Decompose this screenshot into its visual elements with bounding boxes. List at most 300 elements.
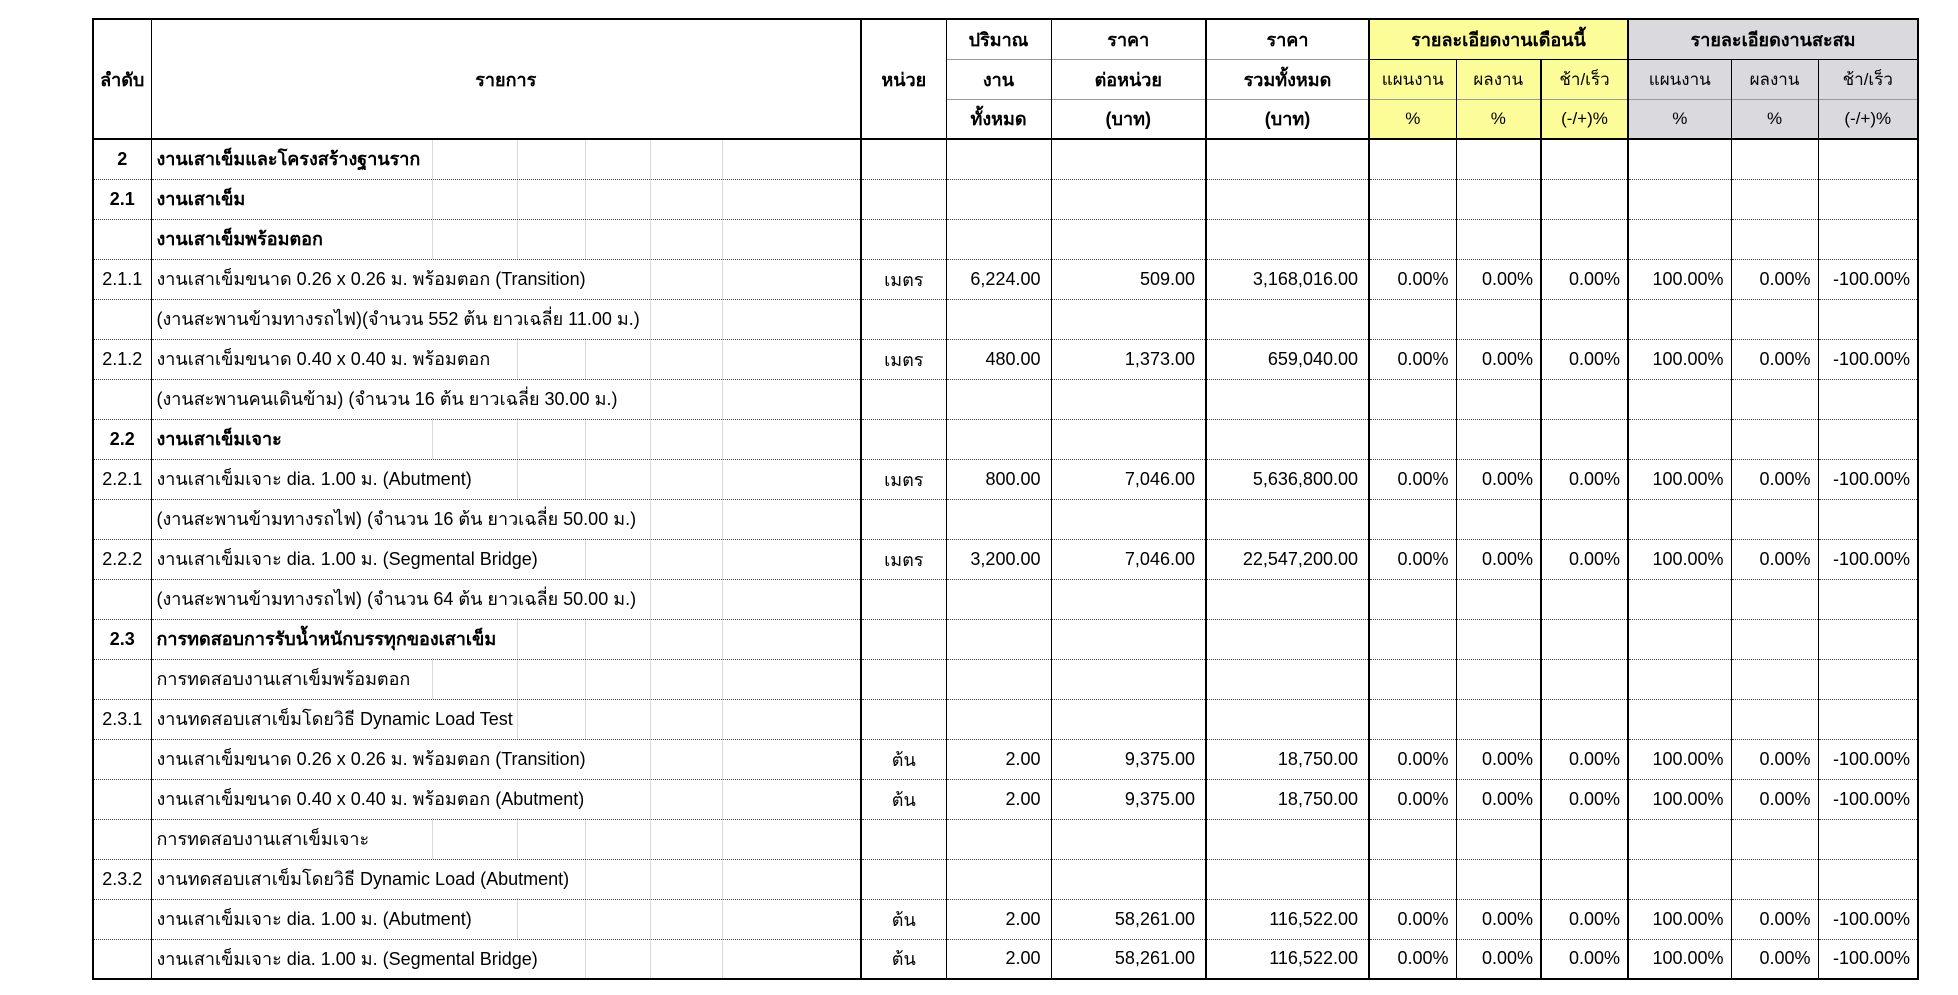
cell-month-actual: 0.00% (1456, 939, 1541, 979)
cell-description-text: งานเสาเข็มเจาะ dia. 1.00 ม. (Abutment) (157, 460, 475, 498)
cell-item-number: 2.3 (93, 619, 151, 659)
table-row (93, 939, 1918, 979)
boq-table (92, 18, 1919, 980)
cell-cumulative-diff: -100.00% (1818, 259, 1918, 299)
cell-quantity (946, 499, 1051, 539)
cell-month-plan (1369, 579, 1456, 619)
cell-unit-price: 58,261.00 (1051, 899, 1206, 939)
cell-description-text: งานเสาเข็มเจาะ (157, 420, 285, 458)
cell-item-number: 2.2 (93, 419, 151, 459)
cell-item-number (93, 739, 151, 779)
cell-month-plan (1369, 659, 1456, 699)
cell-cumulative-diff (1818, 659, 1918, 699)
cell-unit-price (1051, 499, 1206, 539)
cell-description-text: งานเสาเข็มขนาด 0.26 x 0.26 ม. พร้อมตอก (Transition) (157, 740, 589, 778)
cell-item-number (93, 379, 151, 419)
cell-cumulative-plan: 100.00% (1628, 899, 1731, 939)
cell-month-plan: 0.00% (1369, 899, 1456, 939)
cell-cumulative-plan (1628, 619, 1731, 659)
cell-item-number: 2.1.1 (93, 259, 151, 299)
cell-unit-price (1051, 619, 1206, 659)
cell-month-diff (1541, 659, 1628, 699)
cell-month-plan (1369, 299, 1456, 339)
cell-month-plan: 0.00% (1369, 739, 1456, 779)
cell-total-price (1206, 499, 1369, 539)
cell-unit-price: 1,373.00 (1051, 339, 1206, 379)
header-total-price-line1: ราคา (1206, 19, 1369, 59)
table-row (93, 779, 1918, 819)
cell-unit: ต้น (861, 939, 946, 979)
cell-total-price: 659,040.00 (1206, 339, 1369, 379)
cell-cumulative-diff (1818, 139, 1918, 179)
header-item: รายการ (151, 19, 861, 139)
cell-unit (861, 179, 946, 219)
cell-total-price (1206, 179, 1369, 219)
cell-month-diff (1541, 499, 1628, 539)
cell-total-price: 116,522.00 (1206, 939, 1369, 979)
header-cumulative-diff-pct: (-/+)% (1818, 99, 1918, 139)
cell-month-diff (1541, 619, 1628, 659)
cell-description (151, 179, 861, 219)
cell-unit-price: 7,046.00 (1051, 539, 1206, 579)
header-total-price-line2: รวมทั้งหมด (1206, 59, 1369, 99)
cell-description-text: งานเสาเข็มขนาด 0.40 x 0.40 ม. พร้อมตอก (Abutment) (157, 780, 588, 818)
cell-description-text: งานเสาเข็มและโครงสร้างฐานราก (157, 140, 424, 178)
cell-month-diff (1541, 699, 1628, 739)
cell-month-plan (1369, 219, 1456, 259)
cell-item-number (93, 819, 151, 859)
cell-item-number (93, 499, 151, 539)
cell-cumulative-diff (1818, 419, 1918, 459)
cell-cumulative-plan: 100.00% (1628, 339, 1731, 379)
cell-quantity (946, 579, 1051, 619)
header-cumulative-actual-pct: % (1731, 99, 1818, 139)
cell-cumulative-plan (1628, 419, 1731, 459)
cell-month-actual (1456, 619, 1541, 659)
cell-description (151, 939, 861, 979)
cell-month-actual (1456, 139, 1541, 179)
cell-month-plan (1369, 419, 1456, 459)
cell-item-number: 2.1 (93, 179, 151, 219)
header-quantity-line3: ทั้งหมด (946, 99, 1051, 139)
cell-month-diff (1541, 299, 1628, 339)
cell-cumulative-actual (1731, 859, 1818, 899)
cell-cumulative-plan: 100.00% (1628, 939, 1731, 979)
cell-cumulative-diff (1818, 819, 1918, 859)
cell-quantity (946, 139, 1051, 179)
cell-description (151, 659, 861, 699)
cell-description (151, 219, 861, 259)
cell-quantity (946, 419, 1051, 459)
cell-month-plan (1369, 179, 1456, 219)
cell-cumulative-plan: 100.00% (1628, 459, 1731, 499)
cell-description-text: (งานสะพานข้ามทางรถไฟ)(จำนวน 552 ต้น ยาวเฉลี่ย 11.00 ม.) (157, 300, 643, 338)
cell-month-diff: 0.00% (1541, 339, 1628, 379)
cell-unit: เมตร (861, 339, 946, 379)
cell-cumulative-actual (1731, 299, 1818, 339)
cell-cumulative-plan: 100.00% (1628, 779, 1731, 819)
cell-description-text: การทดสอบงานเสาเข็มเจาะ (157, 820, 373, 858)
cell-total-price: 18,750.00 (1206, 739, 1369, 779)
header-quantity-line2: งาน (946, 59, 1051, 99)
cell-cumulative-actual: 0.00% (1731, 739, 1818, 779)
table-row (93, 219, 1918, 259)
table-header (93, 19, 1918, 139)
cell-description-text: งานเสาเข็ม (157, 180, 249, 218)
cell-total-price (1206, 619, 1369, 659)
cell-unit (861, 659, 946, 699)
cell-month-diff: 0.00% (1541, 539, 1628, 579)
cell-month-plan (1369, 819, 1456, 859)
cell-cumulative-diff: -100.00% (1818, 339, 1918, 379)
cell-unit-price (1051, 139, 1206, 179)
cell-description (151, 699, 861, 739)
cell-unit-price (1051, 219, 1206, 259)
header-month-actual: ผลงาน (1456, 59, 1541, 99)
cell-month-actual (1456, 859, 1541, 899)
cell-item-number (93, 779, 151, 819)
table-row (93, 459, 1918, 499)
header-no: ลำดับ (93, 19, 151, 139)
cell-description-text: งานเสาเข็มเจาะ dia. 1.00 ม. (Segmental Bridge) (157, 540, 541, 578)
cell-description (151, 619, 861, 659)
cell-description (151, 139, 861, 179)
cell-description-text: งานเสาเข็มขนาด 0.26 x 0.26 ม. พร้อมตอก (Transition) (157, 260, 589, 298)
cell-month-actual: 0.00% (1456, 779, 1541, 819)
cell-description (151, 539, 861, 579)
cell-cumulative-plan (1628, 219, 1731, 259)
cell-unit (861, 619, 946, 659)
cell-total-price (1206, 219, 1369, 259)
header-month-diff: ช้า/เร็ว (1541, 59, 1628, 99)
header-unit-price-line1: ราคา (1051, 19, 1206, 59)
cell-cumulative-actual (1731, 379, 1818, 419)
table-row (93, 379, 1918, 419)
cell-quantity: 2.00 (946, 739, 1051, 779)
cell-cumulative-actual: 0.00% (1731, 899, 1818, 939)
table-row (93, 139, 1918, 179)
cell-month-actual (1456, 659, 1541, 699)
cell-unit-price: 58,261.00 (1051, 939, 1206, 979)
cell-description (151, 579, 861, 619)
cell-cumulative-actual (1731, 139, 1818, 179)
cell-description (151, 499, 861, 539)
cell-cumulative-actual (1731, 699, 1818, 739)
cell-month-actual (1456, 699, 1541, 739)
cell-description-text: การทดสอบงานเสาเข็มพร้อมตอก (157, 660, 414, 698)
cell-month-diff (1541, 579, 1628, 619)
cell-total-price: 116,522.00 (1206, 899, 1369, 939)
cell-unit (861, 299, 946, 339)
cell-month-actual (1456, 219, 1541, 259)
header-cumulative-plan: แผนงาน (1628, 59, 1731, 99)
cell-total-price (1206, 579, 1369, 619)
table-row (93, 579, 1918, 619)
cell-quantity (946, 219, 1051, 259)
cell-cumulative-actual (1731, 499, 1818, 539)
cell-cumulative-actual (1731, 419, 1818, 459)
table-row (93, 499, 1918, 539)
table-body (93, 139, 1918, 979)
cell-month-plan (1369, 379, 1456, 419)
cell-cumulative-diff: -100.00% (1818, 939, 1918, 979)
header-quantity-line1: ปริมาณ (946, 19, 1051, 59)
cell-cumulative-plan (1628, 379, 1731, 419)
header-month-diff-pct: (-/+)% (1541, 99, 1628, 139)
cell-month-actual: 0.00% (1456, 459, 1541, 499)
table-row (93, 419, 1918, 459)
cell-unit (861, 699, 946, 739)
header-total-price-line3: (บาท) (1206, 99, 1369, 139)
table-row (93, 699, 1918, 739)
cell-description-text: งานเสาเข็มพร้อมตอก (157, 220, 326, 258)
cell-month-actual: 0.00% (1456, 539, 1541, 579)
cell-cumulative-plan (1628, 139, 1731, 179)
cell-description (151, 259, 861, 299)
cell-month-plan (1369, 619, 1456, 659)
cell-cumulative-plan (1628, 699, 1731, 739)
cell-description (151, 459, 861, 499)
cell-description-text: งานทดสอบเสาเข็มโดยวิธี Dynamic Load Test (157, 700, 516, 738)
cell-quantity: 480.00 (946, 339, 1051, 379)
cell-cumulative-plan (1628, 299, 1731, 339)
cell-quantity (946, 859, 1051, 899)
cell-unit-price (1051, 579, 1206, 619)
table-row (93, 899, 1918, 939)
cell-cumulative-diff: -100.00% (1818, 739, 1918, 779)
cell-month-actual: 0.00% (1456, 739, 1541, 779)
cell-month-diff (1541, 139, 1628, 179)
cell-unit-price (1051, 379, 1206, 419)
cell-cumulative-plan (1628, 819, 1731, 859)
cell-month-plan (1369, 699, 1456, 739)
cell-cumulative-plan (1628, 179, 1731, 219)
cell-cumulative-diff: -100.00% (1818, 459, 1918, 499)
table-row (93, 299, 1918, 339)
cell-total-price (1206, 819, 1369, 859)
header-unit-price-line2: ต่อหน่วย (1051, 59, 1206, 99)
cell-cumulative-diff: -100.00% (1818, 779, 1918, 819)
cell-cumulative-actual (1731, 219, 1818, 259)
cell-month-actual (1456, 819, 1541, 859)
header-unit-price-line3: (บาท) (1051, 99, 1206, 139)
cell-month-actual (1456, 379, 1541, 419)
cell-month-diff (1541, 419, 1628, 459)
cell-month-plan: 0.00% (1369, 259, 1456, 299)
cell-cumulative-actual: 0.00% (1731, 939, 1818, 979)
cell-month-diff (1541, 859, 1628, 899)
cell-cumulative-diff (1818, 859, 1918, 899)
cell-month-diff (1541, 819, 1628, 859)
header-unit: หน่วย (861, 19, 946, 139)
cell-unit (861, 419, 946, 459)
table-row (93, 259, 1918, 299)
cell-cumulative-plan (1628, 579, 1731, 619)
cell-quantity: 6,224.00 (946, 259, 1051, 299)
cell-total-price (1206, 859, 1369, 899)
header-cumulative-diff: ช้า/เร็ว (1818, 59, 1918, 99)
cell-cumulative-actual (1731, 579, 1818, 619)
cell-total-price (1206, 299, 1369, 339)
cell-cumulative-actual: 0.00% (1731, 539, 1818, 579)
header-cumulative-plan-pct: % (1628, 99, 1731, 139)
cell-total-price: 3,168,016.00 (1206, 259, 1369, 299)
cell-total-price: 22,547,200.00 (1206, 539, 1369, 579)
cell-cumulative-diff (1818, 579, 1918, 619)
cell-description-text: งานเสาเข็มขนาด 0.40 x 0.40 ม. พร้อมตอก (157, 340, 494, 378)
cell-quantity (946, 179, 1051, 219)
cell-unit-price: 509.00 (1051, 259, 1206, 299)
table-row (93, 539, 1918, 579)
cell-item-number (93, 219, 151, 259)
cell-quantity: 2.00 (946, 779, 1051, 819)
cell-month-actual (1456, 499, 1541, 539)
cell-month-plan: 0.00% (1369, 459, 1456, 499)
cell-cumulative-actual: 0.00% (1731, 339, 1818, 379)
header-cumulative-group-title: รายละเอียดงานสะสม (1628, 19, 1918, 59)
cell-cumulative-plan: 100.00% (1628, 259, 1731, 299)
table-row (93, 739, 1918, 779)
cell-item-number (93, 659, 151, 699)
cell-month-diff (1541, 179, 1628, 219)
cell-month-plan: 0.00% (1369, 339, 1456, 379)
cell-month-diff: 0.00% (1541, 939, 1628, 979)
cell-description (151, 339, 861, 379)
cell-total-price (1206, 139, 1369, 179)
cell-unit (861, 499, 946, 539)
cell-cumulative-plan: 100.00% (1628, 739, 1731, 779)
table-row (93, 339, 1918, 379)
cell-cumulative-actual (1731, 659, 1818, 699)
cell-unit: เมตร (861, 539, 946, 579)
cell-item-number: 2 (93, 139, 151, 179)
cell-description-text: (งานสะพานข้ามทางรถไฟ) (จำนวน 16 ต้น ยาวเฉลี่ย 50.00 ม.) (157, 500, 640, 538)
cell-quantity (946, 699, 1051, 739)
cell-unit-price: 9,375.00 (1051, 779, 1206, 819)
cell-unit-price (1051, 299, 1206, 339)
cell-description (151, 739, 861, 779)
cell-month-diff (1541, 379, 1628, 419)
cell-quantity: 2.00 (946, 899, 1051, 939)
header-month-actual-pct: % (1456, 99, 1541, 139)
cell-quantity: 3,200.00 (946, 539, 1051, 579)
cell-month-diff: 0.00% (1541, 779, 1628, 819)
cell-month-plan: 0.00% (1369, 539, 1456, 579)
cell-item-number: 2.3.2 (93, 859, 151, 899)
cell-month-actual (1456, 579, 1541, 619)
cell-quantity (946, 299, 1051, 339)
cell-month-plan (1369, 139, 1456, 179)
cell-cumulative-plan (1628, 659, 1731, 699)
cell-month-diff: 0.00% (1541, 259, 1628, 299)
cell-description-text: (งานสะพานข้ามทางรถไฟ) (จำนวน 64 ต้น ยาวเฉลี่ย 50.00 ม.) (157, 580, 640, 618)
cell-unit: ต้น (861, 739, 946, 779)
cell-month-plan (1369, 499, 1456, 539)
cell-cumulative-actual: 0.00% (1731, 459, 1818, 499)
cell-description-text: งานเสาเข็มเจาะ dia. 1.00 ม. (Segmental Bridge) (157, 940, 541, 978)
header-month-group-title: รายละเอียดงานเดือนนี้ (1369, 19, 1628, 59)
cell-description (151, 859, 861, 899)
cell-unit-price (1051, 699, 1206, 739)
cell-month-diff (1541, 219, 1628, 259)
cell-month-actual (1456, 419, 1541, 459)
cell-item-number (93, 899, 151, 939)
cell-item-number: 2.2.1 (93, 459, 151, 499)
cell-item-number: 2.3.1 (93, 699, 151, 739)
cell-month-plan: 0.00% (1369, 939, 1456, 979)
cell-description (151, 819, 861, 859)
cell-unit (861, 379, 946, 419)
cell-cumulative-diff: -100.00% (1818, 539, 1918, 579)
cell-unit-price (1051, 819, 1206, 859)
cell-month-actual: 0.00% (1456, 259, 1541, 299)
cell-cumulative-actual (1731, 619, 1818, 659)
cell-cumulative-actual (1731, 179, 1818, 219)
cell-month-actual: 0.00% (1456, 899, 1541, 939)
cell-cumulative-actual: 0.00% (1731, 779, 1818, 819)
cell-cumulative-diff: -100.00% (1818, 899, 1918, 939)
cell-total-price: 18,750.00 (1206, 779, 1369, 819)
cell-unit (861, 579, 946, 619)
cell-total-price: 5,636,800.00 (1206, 459, 1369, 499)
cell-total-price (1206, 699, 1369, 739)
cell-cumulative-plan: 100.00% (1628, 539, 1731, 579)
cell-unit: เมตร (861, 259, 946, 299)
header-month-plan: แผนงาน (1369, 59, 1456, 99)
cell-month-plan (1369, 859, 1456, 899)
cell-item-number: 2.1.2 (93, 339, 151, 379)
cell-unit (861, 219, 946, 259)
cell-unit: เมตร (861, 459, 946, 499)
cell-unit (861, 819, 946, 859)
cell-quantity (946, 379, 1051, 419)
cell-cumulative-diff (1818, 379, 1918, 419)
table-row (93, 619, 1918, 659)
table-row (93, 179, 1918, 219)
cell-cumulative-actual (1731, 819, 1818, 859)
cell-quantity (946, 819, 1051, 859)
cell-item-number (93, 579, 151, 619)
cell-cumulative-diff (1818, 619, 1918, 659)
cell-month-diff: 0.00% (1541, 899, 1628, 939)
cell-unit-price (1051, 659, 1206, 699)
table-row (93, 819, 1918, 859)
cell-cumulative-diff (1818, 219, 1918, 259)
cell-unit-price (1051, 179, 1206, 219)
cell-description-text: งานเสาเข็มเจาะ dia. 1.00 ม. (Abutment) (157, 900, 475, 938)
cell-quantity: 2.00 (946, 939, 1051, 979)
cell-cumulative-diff (1818, 699, 1918, 739)
boq-sheet (92, 18, 1919, 980)
cell-cumulative-plan (1628, 859, 1731, 899)
header-cumulative-actual: ผลงาน (1731, 59, 1818, 99)
header-month-plan-pct: % (1369, 99, 1456, 139)
cell-item-number: 2.2.2 (93, 539, 151, 579)
cell-total-price (1206, 659, 1369, 699)
cell-description-text: งานทดสอบเสาเข็มโดยวิธี Dynamic Load (Abutment) (157, 860, 573, 898)
cell-unit-price: 7,046.00 (1051, 459, 1206, 499)
cell-description (151, 379, 861, 419)
table-row (93, 659, 1918, 699)
cell-description (151, 779, 861, 819)
cell-cumulative-diff (1818, 499, 1918, 539)
cell-month-actual (1456, 179, 1541, 219)
cell-item-number (93, 299, 151, 339)
cell-unit: ต้น (861, 899, 946, 939)
cell-month-diff: 0.00% (1541, 459, 1628, 499)
cell-item-number (93, 939, 151, 979)
header-row-1 (93, 19, 1918, 59)
